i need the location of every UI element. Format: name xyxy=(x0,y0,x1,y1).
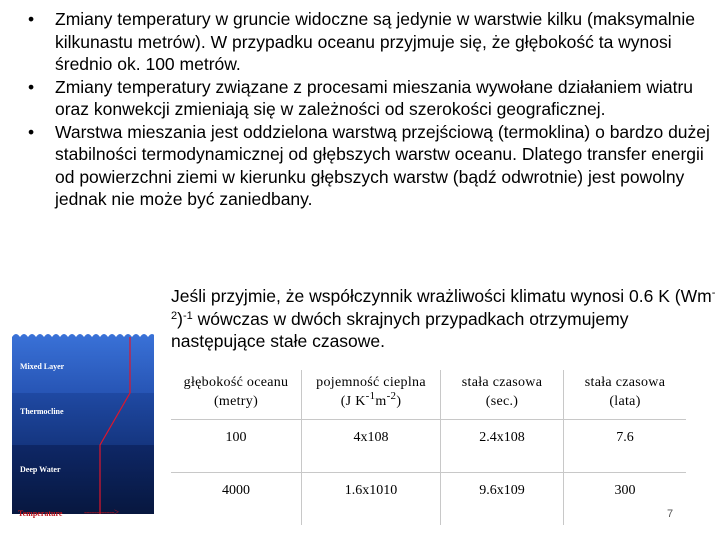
table-cell: 100 xyxy=(225,430,247,445)
sensitivity-paragraph: Jeśli przyjmie, że współczynnik wrażliwości klimatu wynosi 0.6 K $(Wm^{-2})^{-1}$ wówczas w dwóch skrajnych przypadkach otrzymujemy następujące stałe czasowe. xyxy=(171,286,716,351)
bullet-text: Zmiany temperatury w gruncie widoczne są jedynie w warstwie kilku (maksymalnie kilkunastu metrów). W przypadku oceanu przyjmuje się, że głębokość ta wynosi średnio ok. 100 metrów. xyxy=(55,9,695,74)
bullet-item xyxy=(28,8,714,76)
ocean-layers-diagram xyxy=(12,333,154,514)
table-cell: 9.6x109 xyxy=(441,473,564,526)
bullet-marker: • xyxy=(28,9,35,29)
bullet-list xyxy=(28,8,714,211)
page-number: 7 xyxy=(667,508,674,520)
temperature-axis-label: Temperature xyxy=(18,509,63,518)
temperature-arrow: ------------> xyxy=(84,507,119,517)
thermocline-label: Thermocline xyxy=(20,407,64,416)
bullet-marker: • xyxy=(28,121,35,142)
table-row xyxy=(171,473,686,526)
table-header: stała czasowa (sec.) xyxy=(441,370,564,420)
deep-water-label: Deep Water xyxy=(20,465,61,474)
wave-surface xyxy=(12,333,154,337)
bullet-text: Warstwa mieszania jest oddzielona warstwą przejściową (termoklina) o bardzo dużej stabilności termodynamicznej od głębszych warstw oceanu. Dlatego transfer energii od powierzchni ziemi w kierunku głębszych warstw (bądź odwrotnie) jest powolny jednak nie może być zaniedbany. xyxy=(55,121,710,209)
bullet-marker: • xyxy=(28,76,35,97)
table-row xyxy=(171,420,686,473)
time-constants-table xyxy=(171,370,686,525)
table-header-row xyxy=(171,370,686,420)
temperature-profile-graphic xyxy=(12,333,154,514)
bullet-text: Zmiany temperatury związane z procesami mieszania wywołane działaniem wiatru oraz konwekcji zmieniają się w zależności od szerokości geograficznej. xyxy=(55,76,694,119)
table-cell: 4000 xyxy=(171,473,302,526)
table-cell: 4x108 xyxy=(302,420,441,473)
table-header: głębokość oceanu (metry) xyxy=(183,375,289,409)
temperature-profile-line xyxy=(100,337,130,514)
table-cell: 300 xyxy=(564,473,687,526)
table-header: pojemność cieplna (J $K^{-1}m^{-2}$) xyxy=(302,370,441,420)
table-header: stała czasowa (lata) xyxy=(564,370,687,420)
table-cell: 7.6 xyxy=(564,420,687,473)
table-cell: 1.6x1010 xyxy=(302,473,441,526)
table-cell: 2.4x108 xyxy=(441,420,564,473)
mixed-layer-label: Mixed Layer xyxy=(20,362,65,371)
bullet-item xyxy=(28,121,714,211)
bullet-item xyxy=(28,76,714,121)
